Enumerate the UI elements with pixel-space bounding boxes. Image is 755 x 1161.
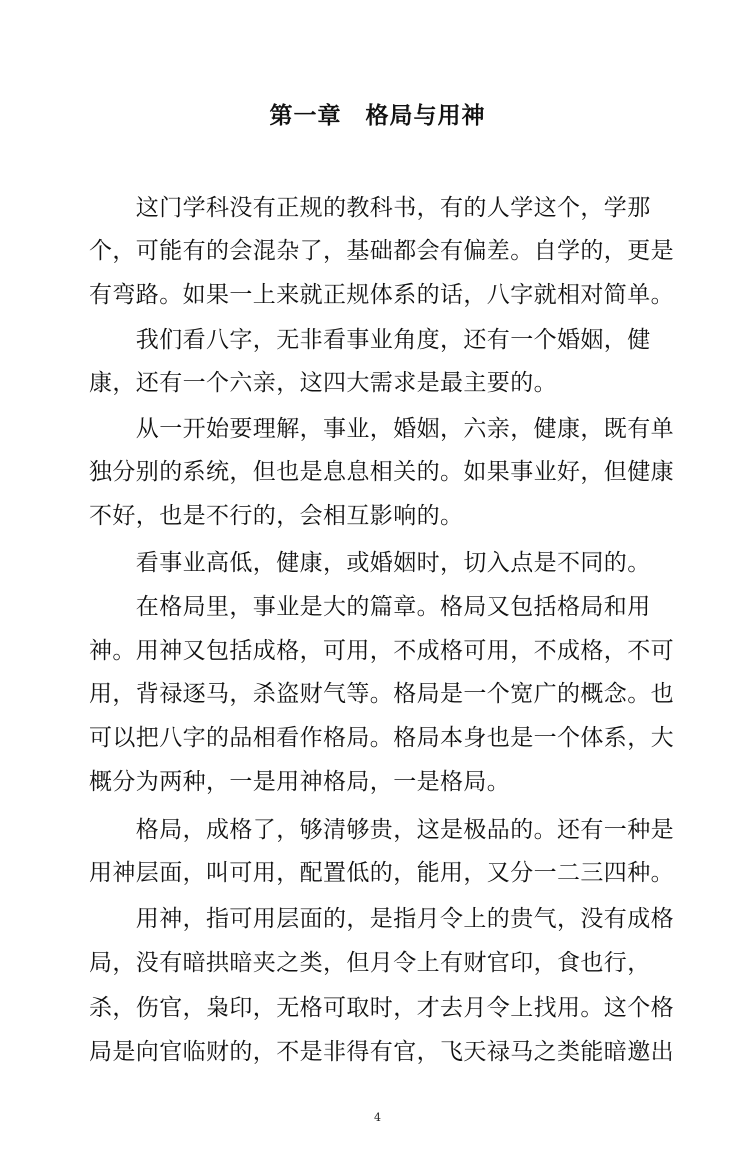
text-line: 用神层面，叫可用，配置低的，能用，又分一二三四种。 [89, 860, 674, 886]
text-line: 可以把八字的品相看作格局。格局本身也是一个体系，大 [89, 725, 674, 751]
text-line: 神。用神又包括成格，可用，不成格可用，不成格，不可 [89, 638, 674, 664]
page-number: 4 [374, 1111, 381, 1124]
text-line: 杀，伤官，枭印，无格可取时，才去月令上找用。这个格 [89, 995, 674, 1021]
text-line: 局，没有暗拱暗夹之类，但月令上有财官印，食也行， [89, 950, 651, 976]
text-line: 有弯路。如果一上来就正规体系的话，八字就相对简单。 [89, 282, 674, 308]
text-line: 不好，也是不行的，会相互影响的。 [89, 503, 464, 529]
text-line: 用神，指可用层面的，是指月令上的贵气，没有成格 [89, 906, 674, 932]
text-line: 从一开始要理解，事业，婚姻，六亲，健康，既有单 [89, 416, 674, 442]
text-line: 康，还有一个六亲，这四大需求是最主要的。 [89, 370, 557, 396]
text-line: 这门学科没有正规的教科书，有的人学这个，学那 [89, 195, 651, 221]
text-line: 用，背禄逐马，杀盗财气等。格局是一个宽广的概念。也 [89, 681, 674, 707]
text-line: 独分别的系统，但也是息息相关的。如果事业好，但健康 [89, 459, 674, 485]
chapter-title: 第一章 格局与用神 [269, 103, 486, 129]
text-line: 个，可能有的会混杂了，基础都会有偏差。自学的，更是 [89, 238, 674, 264]
text-line: 我们看八字，无非看事业角度，还有一个婚姻，健 [89, 327, 651, 353]
text-line: 看事业高低，健康，或婚姻时，切入点是不同的。 [89, 550, 651, 576]
text-line: 局是向官临财的，不是非得有官，飞天禄马之类能暗邀出 [89, 1039, 674, 1065]
text-line: 在格局里，事业是大的篇章。格局又包括格局和用 [89, 594, 651, 620]
text-line: 概分为两种，一是用神格局，一是格局。 [89, 769, 511, 795]
text-line: 格局，成格了，够清够贵，这是极品的。还有一种是 [89, 817, 674, 843]
